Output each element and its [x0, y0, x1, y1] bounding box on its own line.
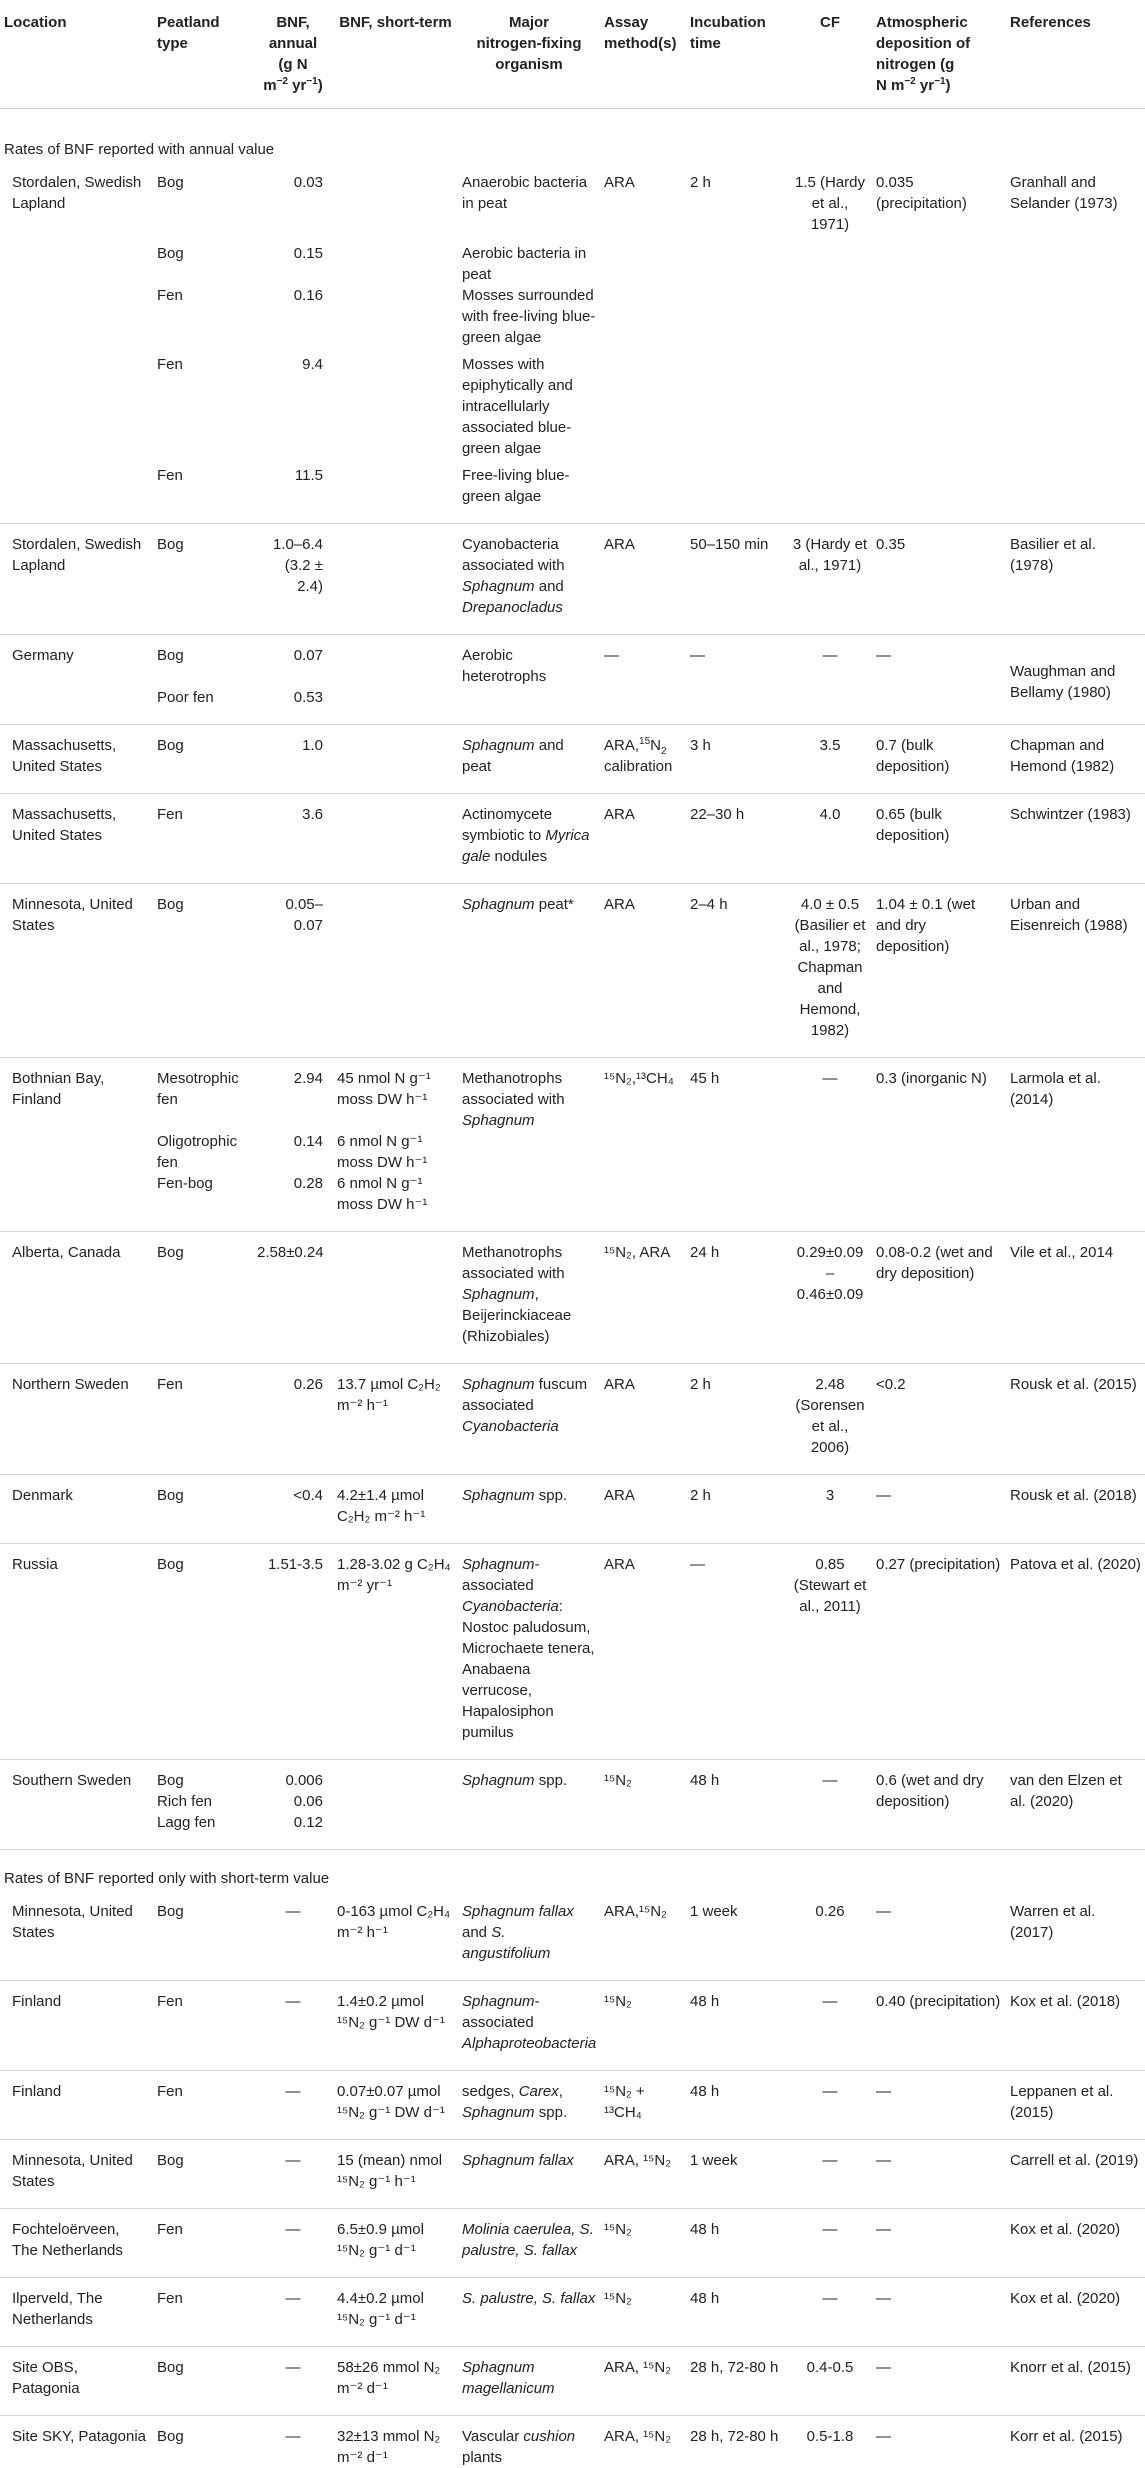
cell-organism: Actinomycete symbiotic to Myrica gale nodules: [458, 794, 600, 884]
cell-peatland: Bog: [153, 2416, 253, 2468]
table-row: [0, 635, 1145, 688]
cell-deposition: —: [872, 2071, 1006, 2140]
header-cf: CF: [788, 0, 872, 109]
cell-peatland: Fen: [153, 2278, 253, 2347]
table-row: [0, 725, 1145, 794]
cell-assay: ARA: [600, 1544, 686, 1760]
cell-reference: Patova et al. (2020): [1006, 1544, 1145, 1760]
cell-reference: Kox et al. (2020): [1006, 2278, 1145, 2347]
cell-incubation: 24 h: [686, 1232, 788, 1364]
cell-assay: ARA, ¹⁵N₂: [600, 2140, 686, 2209]
cell-organism: Molinia caerulea, S. palustre, S. fallax: [458, 2209, 600, 2278]
cell-incubation: 45 h: [686, 1058, 788, 1132]
cell-peatland: Fen-bog: [153, 1173, 253, 1232]
cell-peatland: Bog: [153, 635, 253, 688]
cell-deposition: —: [872, 635, 1006, 688]
cell-location: Bothnian Bay, Finland: [0, 1058, 153, 1132]
cell-peatland: Bog: [153, 2140, 253, 2209]
cell-organism: Mosses surrounded with free-living blue-green algae: [458, 285, 600, 348]
cell-bnf-annual: 11.5: [253, 459, 333, 524]
cell-cf: —: [788, 2140, 872, 2209]
cell-location: Site SKY, Patagonia: [0, 2416, 153, 2468]
cell-incubation: 2 h: [686, 1364, 788, 1475]
cell-assay: $ARA,^{15}N_2$ calibration: [600, 725, 686, 794]
cell-bnf-annual: —: [253, 2347, 333, 2416]
cell-peatland: Fen: [153, 348, 253, 459]
cell-bnf-annual: —: [253, 1891, 333, 1981]
cell-organism: Free-living blue-green algae: [458, 459, 600, 524]
cell-bnf-short: 1.28-3.02 g C₂H₄ m⁻² yr⁻¹: [333, 1544, 458, 1760]
cell-bnf-short: 58±26 mmol N₂ m⁻² d⁻¹: [333, 2347, 458, 2416]
cell-peatland: Bog: [153, 524, 253, 635]
cell-incubation: 48 h: [686, 1981, 788, 2071]
cell-cf: 3: [788, 1475, 872, 1544]
cell-bnf-annual: 1.0: [253, 725, 333, 794]
cell-peatland: Bog: [153, 884, 253, 1058]
cell-deposition: 0.08-0.2 (wet and dry deposition): [872, 1232, 1006, 1364]
cell-cf: 3 (Hardy et al., 1971): [788, 524, 872, 635]
cell-organism: Sphagnum fallax and S. angustifolium: [458, 1891, 600, 1981]
cell-peatland: Bog: [153, 1891, 253, 1981]
cell-assay: ARA, ¹⁵N₂: [600, 2416, 686, 2468]
cell-cf: —: [788, 2071, 872, 2140]
cell-location: Site OBS, Patagonia: [0, 2347, 153, 2416]
cell-peatland: Bog: [153, 235, 253, 285]
cell-bnf-short: 1.4±0.2 µmol ¹⁵N₂ g⁻¹ DW d⁻¹: [333, 1981, 458, 2071]
cell-organism: Aerobic heterotrophs: [458, 635, 600, 688]
cell-reference: van den Elzen et al. (2020): [1006, 1760, 1145, 1850]
cell-bnf-annual: —: [253, 2416, 333, 2468]
cell-incubation: 48 h: [686, 2209, 788, 2278]
cell-peatland: Oligotrophic fen: [153, 1131, 253, 1173]
section-row-short: [0, 1850, 1145, 1892]
table-row: [0, 794, 1145, 884]
cell-deposition: —: [872, 2278, 1006, 2347]
cell-peatland: Bog: [153, 162, 253, 235]
cell-reference: Knorr et al. (2015): [1006, 2347, 1145, 2416]
table-row: [0, 2416, 1145, 2468]
cell-bnf-annual: 0.16: [253, 285, 333, 348]
cell-bnf-annual: 0.26: [253, 1364, 333, 1475]
table-row: [0, 2140, 1145, 2209]
cell-deposition: 0.7 (bulk deposition): [872, 725, 1006, 794]
cell-bnf-annual: 0.28: [253, 1173, 333, 1232]
cell-bnf-annual: —: [253, 2140, 333, 2209]
cell-bnf-annual: 0.05–0.07: [253, 884, 333, 1058]
table-row: [0, 1058, 1145, 1132]
cell-bnf-annual: 3.6: [253, 794, 333, 884]
cell-organism: S. palustre, S. fallax: [458, 2278, 600, 2347]
table-row: [0, 1475, 1145, 1544]
header-incubation: Incubation time: [686, 0, 788, 109]
cell-peatland: Fen: [153, 2209, 253, 2278]
cell-peatland: Fen: [153, 2071, 253, 2140]
table-row: [0, 884, 1145, 1058]
cell-cf: 0.26: [788, 1891, 872, 1981]
cell-incubation: 48 h: [686, 1760, 788, 1792]
cell-cf: 0.5-1.8: [788, 2416, 872, 2468]
cell-incubation: 2 h: [686, 1475, 788, 1544]
table-row: [0, 1891, 1145, 1981]
cell-organism: Sphagnum peat*: [458, 884, 600, 1058]
cell-bnf-annual: 0.06: [253, 1791, 333, 1812]
cell-organism: sedges, Carex, Sphagnum spp.: [458, 2071, 600, 2140]
cell-cf: —: [788, 2209, 872, 2278]
cell-assay: ¹⁵N₂: [600, 2278, 686, 2347]
cell-incubation: —: [686, 635, 788, 688]
cell-bnf-annual: —: [253, 2209, 333, 2278]
cell-cf: —: [788, 1760, 872, 1792]
cell-organism: Sphagnum and peat: [458, 725, 600, 794]
cell-assay: ARA: [600, 162, 686, 235]
cell-bnf-short: 6.5±0.9 µmol ¹⁵N₂ g⁻¹ d⁻¹: [333, 2209, 458, 2278]
cell-organism: Aerobic bacteria in peat: [458, 235, 600, 285]
cell-cf: 0.29±0.09 – 0.46±0.09: [788, 1232, 872, 1364]
table-row: [0, 1981, 1145, 2071]
cell-bnf-short: 4.2±1.4 µmol C₂H₂ m⁻² h⁻¹: [333, 1475, 458, 1544]
cell-cf: —: [788, 1058, 872, 1132]
cell-cf: —: [788, 635, 872, 688]
cell-peatland: Fen: [153, 459, 253, 524]
cell-peatland: Bog: [153, 725, 253, 794]
cell-incubation: 50–150 min: [686, 524, 788, 635]
cell-bnf-short: 6 nmol N g⁻¹ moss DW h⁻¹: [333, 1173, 458, 1232]
cell-bnf-annual: 0.07: [253, 635, 333, 688]
table-row: [0, 459, 1145, 524]
cell-incubation: 28 h, 72-80 h: [686, 2347, 788, 2416]
cell-location: Ilperveld, The Netherlands: [0, 2278, 153, 2347]
cell-location: Massachusetts, United States: [0, 725, 153, 794]
cell-cf: 0.4-0.5: [788, 2347, 872, 2416]
cell-location: Stordalen, Swedish Lapland: [0, 524, 153, 635]
cell-bnf-short: 15 (mean) nmol ¹⁵N₂ g⁻¹ h⁻¹: [333, 2140, 458, 2209]
cell-location: Massachusetts, United States: [0, 794, 153, 884]
cell-incubation: 48 h: [686, 2071, 788, 2140]
cell-location: Minnesota, United States: [0, 884, 153, 1058]
header-bnf-annual: BNF, annual (g N $m^{-2}$ $yr^{-1}$): [253, 0, 333, 109]
cell-assay: —: [600, 635, 686, 688]
cell-deposition: —: [872, 2209, 1006, 2278]
cell-location: Finland: [0, 2071, 153, 2140]
table-row: [0, 2347, 1145, 2416]
cell-cf: 2.48 (Sorensen et al., 2006): [788, 1364, 872, 1475]
cell-reference: Kox et al. (2020): [1006, 2209, 1145, 2278]
cell-bnf-short: 13.7 µmol C₂H₂ m⁻² h⁻¹: [333, 1364, 458, 1475]
cell-location: Denmark: [0, 1475, 153, 1544]
table-row: [0, 1364, 1145, 1475]
cell-bnf-annual: —: [253, 1981, 333, 2071]
cell-assay: ¹⁵N₂: [600, 1981, 686, 2071]
cell-bnf-short: 0-163 µmol C₂H₄ m⁻² h⁻¹: [333, 1891, 458, 1981]
cell-peatland: Poor fen: [153, 687, 253, 725]
header-organism: Major nitrogen-fixing organism: [458, 0, 600, 109]
section-title: Rates of BNF reported only with short-term value: [0, 1850, 1145, 1892]
cell-organism: Sphagnum fallax: [458, 2140, 600, 2209]
cell-cf: —: [788, 1981, 872, 2071]
cell-bnf-annual: 0.006: [253, 1760, 333, 1792]
cell-location: Finland: [0, 1981, 153, 2071]
cell-bnf-annual: 0.12: [253, 1812, 333, 1850]
cell-assay: ¹⁵N₂: [600, 2209, 686, 2278]
cell-reference: Chapman and Hemond (1982): [1006, 725, 1145, 794]
cell-peatland: Bog: [153, 1475, 253, 1544]
cell-deposition: 0.35: [872, 524, 1006, 635]
cell-reference: Vile et al., 2014: [1006, 1232, 1145, 1364]
table-row: [0, 524, 1145, 635]
cell-peatland: Mesotrophic fen: [153, 1058, 253, 1132]
table-row: [0, 1131, 1145, 1173]
cell-reference: Warren et al. (2017): [1006, 1891, 1145, 1981]
cell-cf: 0.85 (Stewart et al., 2011): [788, 1544, 872, 1760]
cell-organism: Sphagnum spp.: [458, 1760, 600, 1792]
cell-cf: 4.0 ± 0.5 (Basilier et al., 1978; Chapman and Hemond, 1982): [788, 884, 872, 1058]
cell-bnf-annual: <0.4: [253, 1475, 333, 1544]
cell-deposition: —: [872, 2347, 1006, 2416]
cell-incubation: 3 h: [686, 725, 788, 794]
table-row: [0, 1232, 1145, 1364]
cell-bnf-annual: —: [253, 2071, 333, 2140]
cell-bnf-annual: 1.51-3.5: [253, 1544, 333, 1760]
cell-assay: ¹⁵N₂,¹³CH₄: [600, 1058, 686, 1132]
cell-reference: Korr et al. (2015): [1006, 2416, 1145, 2468]
cell-peatland: Bog: [153, 1544, 253, 1760]
table-row: [0, 1173, 1145, 1232]
cell-deposition: 0.27 (precipitation): [872, 1544, 1006, 1760]
cell-location: Minnesota, United States: [0, 1891, 153, 1981]
cell-deposition: 0.65 (bulk deposition): [872, 794, 1006, 884]
cell-organism: Anaerobic bacteria in peat: [458, 162, 600, 235]
header-peatland-type: Peatland type: [153, 0, 253, 109]
cell-peatland: Rich fen: [153, 1791, 253, 1812]
cell-bnf-short: 32±13 mmol N₂ m⁻² d⁻¹: [333, 2416, 458, 2468]
cell-reference: Schwintzer (1983): [1006, 794, 1145, 884]
cell-reference: Leppanen et al. (2015): [1006, 2071, 1145, 2140]
cell-bnf-annual: 1.0–6.4 (3.2 ± 2.4): [253, 524, 333, 635]
cell-organism: Methanotrophs associated with Sphagnum, Beijerinckiaceae (Rhizobiales): [458, 1232, 600, 1364]
cell-peatland: Lagg fen: [153, 1812, 253, 1850]
table-row: [0, 162, 1145, 235]
cell-bnf-annual: 2.94: [253, 1058, 333, 1132]
cell-bnf-short: 0.07±0.07 µmol ¹⁵N₂ g⁻¹ DW d⁻¹: [333, 2071, 458, 2140]
cell-bnf-short: [333, 162, 458, 235]
cell-incubation: 1 week: [686, 2140, 788, 2209]
cell-incubation: 2–4 h: [686, 884, 788, 1058]
cell-bnf-short: 6 nmol N g⁻¹ moss DW h⁻¹: [333, 1131, 458, 1173]
cell-assay: ¹⁵N₂: [600, 1760, 686, 1792]
cell-organism: Sphagnum fuscum associated Cyanobacteria: [458, 1364, 600, 1475]
cell-location: Stordalen, Swedish Lapland: [0, 162, 153, 235]
cell-reference: Waughman and Bellamy (1980): [1006, 635, 1145, 725]
cell-bnf-annual: —: [253, 2278, 333, 2347]
cell-assay: ARA: [600, 1364, 686, 1475]
cell-assay: ARA, ¹⁵N₂: [600, 2347, 686, 2416]
cell-location: Fochteloërveen, The Netherlands: [0, 2209, 153, 2278]
cell-assay: ARA,¹⁵N₂: [600, 1891, 686, 1981]
cell-assay: ARA: [600, 794, 686, 884]
cell-organism: Sphagnum magellanicum: [458, 2347, 600, 2416]
cell-location: Northern Sweden: [0, 1364, 153, 1475]
section-row-annual: [0, 109, 1145, 163]
cell-assay: ¹⁵N₂, ARA: [600, 1232, 686, 1364]
header-bnf-short-term: BNF, short-term: [333, 0, 458, 109]
cell-incubation: 22–30 h: [686, 794, 788, 884]
header-location: Location: [0, 0, 153, 109]
cell-bnf-annual: 0.14: [253, 1131, 333, 1173]
table-row: [0, 1544, 1145, 1760]
cell-incubation: 2 h: [686, 162, 788, 235]
cell-bnf-annual: 9.4: [253, 348, 333, 459]
cell-peatland: Bog: [153, 1232, 253, 1364]
cell-assay: ARA: [600, 884, 686, 1058]
cell-deposition: —: [872, 1475, 1006, 1544]
cell-reference: Rousk et al. (2018): [1006, 1475, 1145, 1544]
cell-bnf-annual: 0.15: [253, 235, 333, 285]
cell-deposition: 0.6 (wet and dry deposition): [872, 1760, 1006, 1850]
cell-bnf-annual: 0.03: [253, 162, 333, 235]
cell-deposition: 1.04 ± 0.1 (wet and dry deposition): [872, 884, 1006, 1058]
cell-reference: Carrell et al. (2019): [1006, 2140, 1145, 2209]
cell-location: Russia: [0, 1544, 153, 1760]
cell-assay: ARA: [600, 524, 686, 635]
cell-cf: —: [788, 2278, 872, 2347]
header-deposition: Atmospheric deposition of nitrogen (g N $m^{-2}$ $yr^{-1}$): [872, 0, 1006, 109]
cell-organism: Vascular cushion plants: [458, 2416, 600, 2468]
cell-deposition: 0.035 (precipitation): [872, 162, 1006, 235]
cell-peatland: Bog: [153, 1760, 253, 1792]
cell-cf: 3.5: [788, 725, 872, 794]
cell-location: Minnesota, United States: [0, 2140, 153, 2209]
table-row: [0, 235, 1145, 285]
cell-organism: Cyanobacteria associated with Sphagnum and Drepanocladus: [458, 524, 600, 635]
header-row: [0, 0, 1145, 109]
cell-reference: Basilier et al. (1978): [1006, 524, 1145, 635]
cell-location: Germany: [0, 635, 153, 688]
cell-reference: Urban and Eisenreich (1988): [1006, 884, 1145, 1058]
cell-location: Alberta, Canada: [0, 1232, 153, 1364]
table-row: [0, 2209, 1145, 2278]
cell-incubation: —: [686, 1544, 788, 1760]
table-row: [0, 2278, 1145, 2347]
cell-organism: Sphagnum-associated Cyanobacteria: Nostoc paludosum, Microchaete tenera, Anabaena verrucose, Hapalosiphon pumilus: [458, 1544, 600, 1760]
cell-peatland: Bog: [153, 2347, 253, 2416]
table-row: [0, 348, 1145, 459]
cell-peatland: Fen: [153, 1981, 253, 2071]
cell-incubation: 1 week: [686, 1891, 788, 1981]
cell-deposition: —: [872, 2416, 1006, 2468]
cell-reference: Kox et al. (2018): [1006, 1981, 1145, 2071]
cell-assay: ARA: [600, 1475, 686, 1544]
header-references: References: [1006, 0, 1145, 109]
header-assay: Assay method(s): [600, 0, 686, 109]
cell-incubation: 28 h, 72-80 h: [686, 2416, 788, 2468]
cell-deposition: —: [872, 1891, 1006, 1981]
cell-peatland: Fen: [153, 1364, 253, 1475]
section-title: Rates of BNF reported with annual value: [0, 109, 1145, 163]
cell-organism: Mosses with epiphytically and intracellularly associated blue-green algae: [458, 348, 600, 459]
cell-cf: 1.5 (Hardy et al., 1971): [788, 162, 872, 235]
cell-organism: Sphagnum-associated Alphaproteobacteria: [458, 1981, 600, 2071]
cell-organism: Sphagnum spp.: [458, 1475, 600, 1544]
cell-location: Southern Sweden: [0, 1760, 153, 1792]
cell-assay: ¹⁵N₂ + ¹³CH₄: [600, 2071, 686, 2140]
cell-reference: Larmola et al. (2014): [1006, 1058, 1145, 1132]
cell-deposition: —: [872, 2140, 1006, 2209]
cell-reference: Granhall and Selander (1973): [1006, 162, 1145, 235]
cell-deposition: 0.40 (precipitation): [872, 1981, 1006, 2071]
cell-bnf-short: 4.4±0.2 µmol ¹⁵N₂ g⁻¹ d⁻¹: [333, 2278, 458, 2347]
table-row: [0, 1760, 1145, 1792]
cell-incubation: 48 h: [686, 2278, 788, 2347]
cell-bnf-short: 45 nmol N g⁻¹ moss DW h⁻¹: [333, 1058, 458, 1132]
cell-deposition: 0.3 (inorganic N): [872, 1058, 1006, 1132]
cell-cf: 4.0: [788, 794, 872, 884]
cell-reference: Rousk et al. (2015): [1006, 1364, 1145, 1475]
table-row: [0, 285, 1145, 348]
table-row: [0, 2071, 1145, 2140]
cell-deposition: <0.2: [872, 1364, 1006, 1475]
cell-bnf-annual: 2.58±0.24: [253, 1232, 333, 1364]
table-row: [0, 687, 1145, 725]
cell-peatland: Fen: [153, 794, 253, 884]
cell-organism: Methanotrophs associated with Sphagnum: [458, 1058, 600, 1132]
cell-peatland: Fen: [153, 285, 253, 348]
cell-bnf-annual: 0.53: [253, 687, 333, 725]
